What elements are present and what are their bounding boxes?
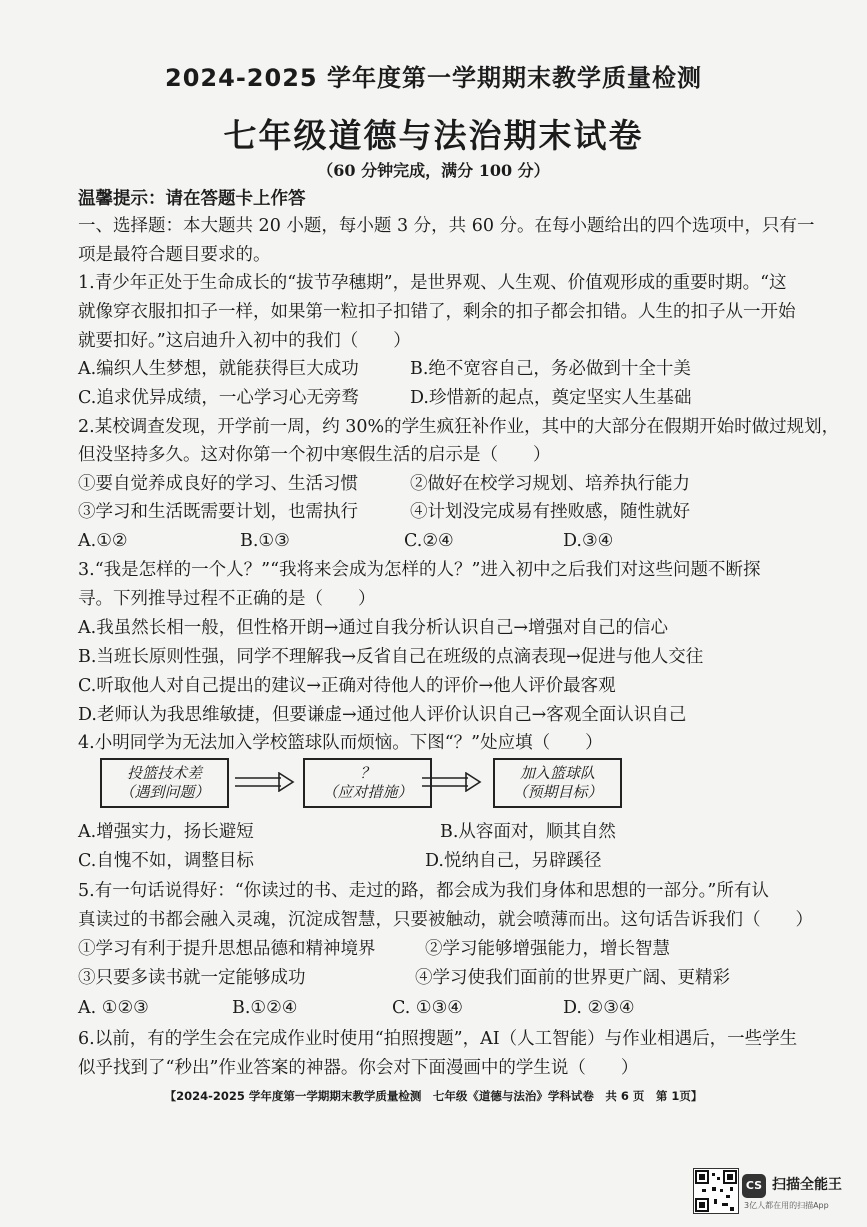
flow-box-problem <box>100 758 229 808</box>
question-1-stem: 就要扣好。”这启迪升入初中的我们（ ） <box>78 331 411 351</box>
question-2-option-d: D.③④ <box>563 531 614 551</box>
flow-box-measure <box>303 758 432 808</box>
question-5-stem: 5.有一句话说得好：“你读过的书、走过的路，都会成为我们身体和思想的一部分。”所有认 <box>78 881 769 901</box>
question-5-option-b: B.①②④ <box>232 998 298 1018</box>
question-2-statement-4: ④计划没完成易有挫败感，随性就好 <box>410 502 690 522</box>
question-3-option-a: A.我虽然长相一般，但性格开朗→通过自我分析认识自己→增强对自己的信心 <box>78 618 669 638</box>
section1-intro: 项是最符合题目要求的。 <box>78 245 271 265</box>
flow-box-goal <box>493 758 622 808</box>
flow-diagram <box>100 758 660 814</box>
flow-box-text: （预期目标） <box>512 783 603 801</box>
watermark-subtitle: 3亿人都在用的扫描App <box>744 1201 829 1210</box>
page-footer: 【2024-2025 学年度第一学期期末教学质量检测 七年级《道德与法治》学科试卷 共 6 页 第 1页】 <box>164 1089 703 1103</box>
question-2-option-c: C.②④ <box>404 531 454 551</box>
question-5-stem: 真读过的书都会融入灵魂，沉淀成智慧，只要被触动，就会喷薄而出。这句话告诉我们（ ） <box>78 910 813 930</box>
question-2-option-b: B.①③ <box>240 531 290 551</box>
question-6-stem: 似乎找到了“秒出”作业答案的神器。你会对下面漫画中的学生说（ ） <box>78 1058 639 1078</box>
camscanner-logo-icon: CS <box>742 1174 766 1198</box>
arrow-right-icon <box>233 772 295 792</box>
flow-box-text: 投篮技术差 <box>126 764 202 782</box>
question-6-stem: 6.以前，有的学生会在完成作业时使用“拍照搜题”，AI（人工智能）与作业相遇后，一些学生 <box>78 1029 798 1049</box>
question-1-option-a: A.编织人生梦想，就能获得巨大成功 <box>78 359 359 379</box>
question-4-stem: 4.小明同学为无法加入学校篮球队而烦恼。下图“？”处应填（ ） <box>78 733 603 753</box>
flow-box-text: （应对措施） <box>322 783 413 801</box>
question-2-stem: 但没坚持多久。这对你第一个初中寒假生活的启示是（ ） <box>78 445 551 465</box>
question-1-option-b: B.绝不宽容自己，务必做到十全十美 <box>410 359 691 379</box>
question-3-stem: 寻。下列推导过程不正确的是（ ） <box>78 589 376 609</box>
question-3-option-c: C.听取他人对自己提出的建议→正确对待他人的评价→他人评价最客观 <box>78 676 616 696</box>
question-4-option-b: B.从容面对，顺其自然 <box>440 822 616 842</box>
exam-title: 2024-2025 学年度第一学期期末教学质量检测 <box>165 64 702 92</box>
question-1-option-d: D.珍惜新的起点，奠定坚实人生基础 <box>410 388 692 408</box>
arrow-right-icon <box>420 772 482 792</box>
question-5-statement-4: ④学习使我们面前的世界更广阔、更精彩 <box>415 968 730 988</box>
reminder: 温馨提示：请在答题卡上作答 <box>78 189 306 209</box>
section1-intro: 一、选择题：本大题共 20 小题，每小题 3 分，共 60 分。在每小题给出的四个选项中，只有一 <box>78 216 815 236</box>
question-5-option-c: C. ①③④ <box>392 998 463 1018</box>
watermark-name: 扫描全能王 <box>772 1177 842 1193</box>
flow-box-text: ？ <box>359 764 375 782</box>
scanner-watermark <box>742 1168 862 1212</box>
question-4-option-d: D.悦纳自己，另辟蹊径 <box>425 851 602 871</box>
question-3-option-b: B.当班长原则性强，同学不理解我→反省自己在班级的点滴表现→促进与他人交往 <box>78 647 704 667</box>
question-4-option-a: A.增强实力，扬长避短 <box>78 822 254 842</box>
qr-code-icon <box>693 1168 739 1214</box>
question-5-option-d: D. ②③④ <box>563 998 635 1018</box>
question-2-statement-1: ①要自觉养成良好的学习、生活习惯 <box>78 474 358 494</box>
time-info: （60 分钟完成，满分 100 分） <box>317 161 550 180</box>
question-5-option-a: A. ①②③ <box>78 998 149 1018</box>
question-2-statement-2: ②做好在校学习规划、培养执行能力 <box>410 474 690 494</box>
question-2-stem: 2.某校调查发现，开学前一周，约 30%的学生疯狂补作业，其中的大部分在假期开始时做过规划， <box>78 417 840 437</box>
question-1-stem: 就像穿衣服扣扣子一样，如果第一粒扣子扣错了，剩余的扣子都会扣错。人生的扣子从一开始 <box>78 302 796 322</box>
question-2-statement-3: ③学习和生活既需要计划，也需执行 <box>78 502 358 522</box>
question-4-option-c: C.自愧不如，调整目标 <box>78 851 254 871</box>
question-3-option-d: D.老师认为我思维敏捷，但要谦虚→通过他人评价认识自己→客观全面认识自己 <box>78 705 687 725</box>
question-5-statement-2: ②学习能够增强能力，增长智慧 <box>425 939 670 959</box>
flow-box-text: 加入篮球队 <box>519 764 595 782</box>
question-1-stem: 1.青少年正处于生命成长的“拔节孕穗期”，是世界观、人生观、价值观形成的重要时期。“这 <box>78 273 787 293</box>
question-2-option-a: A.①② <box>78 531 128 551</box>
question-3-stem: 3.“我是怎样的一个人？”“我将来会成为怎样的人？”进入初中之后我们对这些问题不断探 <box>78 560 761 580</box>
question-5-statement-1: ①学习有利于提升思想品德和精神境界 <box>78 939 376 959</box>
flow-box-text: （遇到问题） <box>119 783 210 801</box>
question-1-option-c: C.追求优异成绩，一心学习心无旁骛 <box>78 388 359 408</box>
question-5-statement-3: ③只要多读书就一定能够成功 <box>78 968 306 988</box>
paper-title: 七年级道德与法治期末试卷 <box>223 116 644 155</box>
